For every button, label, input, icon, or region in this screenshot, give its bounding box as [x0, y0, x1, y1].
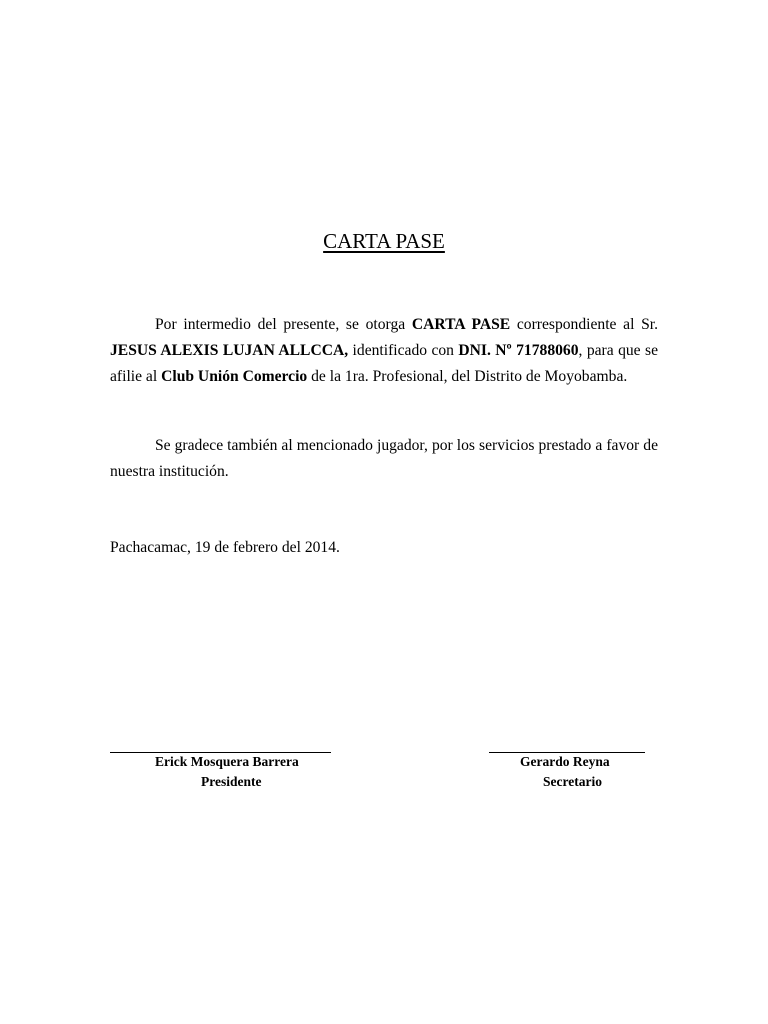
- player-name: JESUS ALEXIS LUJAN ALLCCA,: [110, 342, 349, 359]
- paragraph-thanks: Se gradece también al mencionado jugador, por los servicios prestado a favor de nuestra institución.: [110, 437, 658, 480]
- signatory-role-secretary: Secretario: [543, 774, 602, 789]
- signatory-name-president: Erick Mosquera Barrera: [155, 754, 299, 769]
- signature-line-president: [110, 752, 331, 753]
- paragraph-text: Por intermedio del presente, se otorga: [155, 316, 412, 333]
- paragraph-text: de la 1ra. Profesional, del Distrito de Moyobamba.: [307, 368, 628, 385]
- paragraph-text: , para que se afilie al: [110, 342, 659, 385]
- paragraph-grant: [110, 312, 658, 390]
- emphasis-carta-pase: CARTA PASE: [411, 316, 511, 333]
- paragraph-text: correspondiente al Sr.: [510, 316, 659, 333]
- player-dni: DNI. Nº 71788060: [458, 342, 579, 359]
- document-title: CARTA PASE: [323, 229, 445, 253]
- signatory-role-president: Presidente: [201, 774, 262, 789]
- date-line: Pachacamac, 19 de febrero del 2014.: [110, 539, 340, 556]
- signature-line-secretary: [489, 752, 645, 753]
- club-name: Club Unión Comercio: [161, 368, 308, 385]
- paragraph-text: identificado con: [348, 342, 459, 359]
- signatory-name-secretary: Gerardo Reyna: [520, 754, 610, 769]
